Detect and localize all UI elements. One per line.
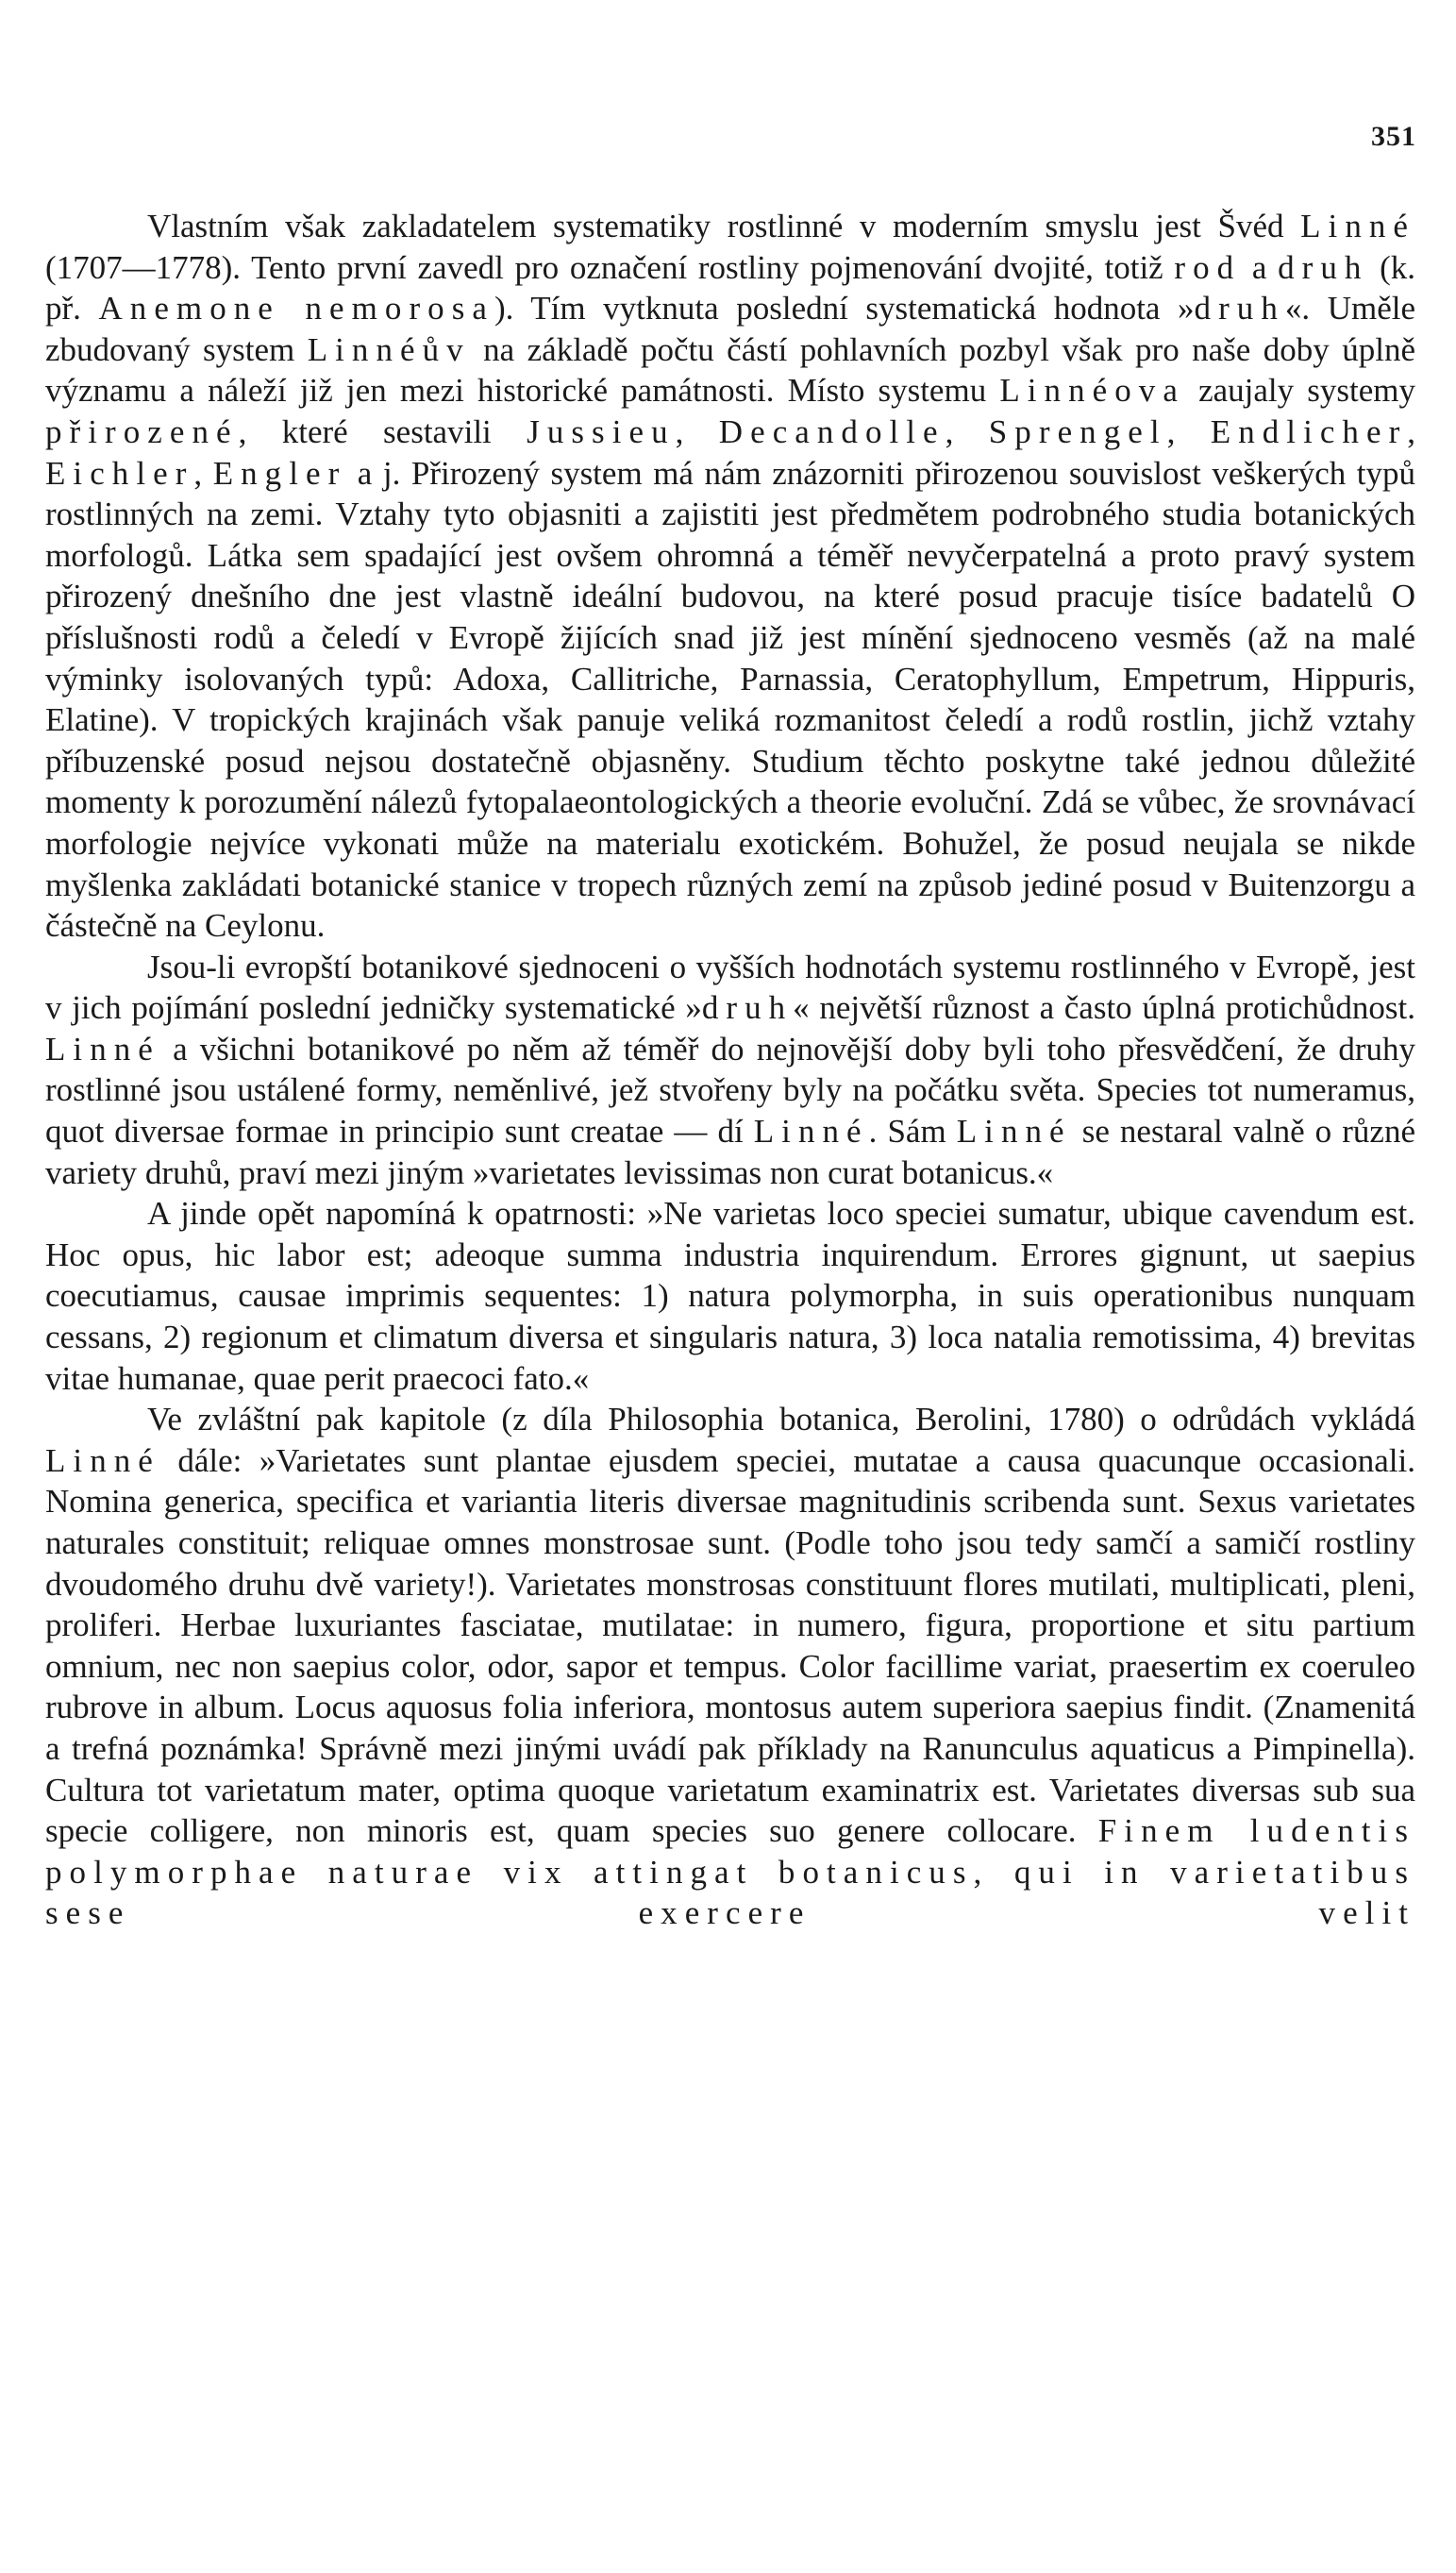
text-run: , [1166,412,1211,450]
spaced-term: rod [1174,248,1242,286]
text-run: , [1407,412,1416,450]
spaced-term: Jussieu [527,412,676,450]
spaced-term: druh [701,989,794,1027]
paragraph [45,206,1415,947]
paragraph [45,1193,1415,1399]
spaced-term: Linnéův [307,330,471,368]
spaced-term: Linnéova [999,372,1185,410]
spaced-term: Anemone nemorosa [98,290,494,328]
paragraph [45,1399,1415,1934]
text-run: na základě počtu částí pohlavních pozbyl však pro naše doby úplně významu a náleží již jen mezi historické památnosti. Místo systemu [45,330,1415,410]
text-run: (k. př. [45,248,1415,328]
spaced-term: Finem ludentis polymorphae naturae vix attingat botanicus, qui in varietatibus sese exercere velit [45,1812,1415,1932]
text-run: dále: »Varietates sunt plantae ejusdem speciei, mutatae a causa quacunque occasionali. Nomina generica, specifica et variantia literis diversae magnitudinis scribenda sunt. Sexus varietates naturales constituit; reliquae omnes monstrosae sunt. (Podle toho jsou tedy samčí a samičí rostliny dvoudomého druhu dvě variety!). Varietates monstrosas constituunt flores mutilati, multiplicati, pleni, proliferi. Herbae luxuriantes fasciatae, mutilatae: in numero, figura, proportione et situ partium omnium, nec non saepius color, odor, sapor et tempus. Color facillime variat, praesertim ex coeruleo rubrove in album. Locus aquosus folia inferiora, montosus autem superiora saepius findit. (Znamenitá a trefná poznámka! Správně mezi jinými uvádí pak příklady na Ranunculus aquaticus a Pimpinella). Cultura tot varietatum mater, optima quoque varietatum examinatrix est. Varietates diversas sub sua specie colligere, non minoris est, quam species suo genere collocare. [45,1441,1415,1850]
text-run: Vlastním však zakladatelem systematiky rostlinné v moderním smyslu jest Švéd [147,208,1301,244]
text-run: (1707—1778). Tento první zavedl pro označení rostliny pojmenování dvojité, totiž [45,248,1175,286]
text-run: , [193,454,213,492]
text-run: se nestaral valně o různé variety druhů, praví mezi jiným »varietates levissimas non curat botanicus.« [45,1113,1415,1191]
spaced-term: druh [1278,248,1369,286]
spaced-term: Eichler [45,454,194,492]
text-run: Jsou-li evropští botanikové sjednoceni o vyšších hodnotách systemu rostlinného v Evropě, jest v jich pojímání poslední jedničky systematické » [45,948,1415,1027]
spaced-term: Linné [956,1113,1072,1151]
text-run: ). Tím vytknuta poslední systematická hodnota » [494,290,1195,328]
text-run: , které sestavili [238,412,527,450]
text-run: «. Uměle zbudovaný system [45,290,1415,368]
page-number: 351 [1371,121,1416,152]
spaced-term: Decandolle [718,412,946,450]
spaced-term: Engler [212,454,347,492]
spaced-term: Linné [1300,208,1415,244]
text-run: A jinde opět napomíná k opatrnosti: »Ne varietas loco speciei sumatur, ubique cavendum est. Hoc opus, hic labor est; adeoque summa industria inquirendum. Errores gignunt, ut saepius coecutiamus, causae imprimis sequentes: 1) natura polymorpha, in suis operationibus nunquam cessans, 2) regionum et climatum diversa et singularis natura, 3) loca natalia remotissima, 4) brevitas vitae humanae, quae perit praecoci fato.« [45,1195,1415,1397]
text-run: , [675,412,719,450]
text-run: , [945,412,989,450]
spaced-term: Endlicher [1210,412,1408,450]
text-run: . Sám [868,1113,957,1151]
text-run: a j. Přirozený system má nám znázorniti přirozenou souvislost veškerých typů rostlinných na zemi. Vztahy tyto objasniti a zajistiti jest předmětem podrobného studia botanických morfologů. Látka sem spadající jest ovšem ohromná a téměř nevyčerpatelná a proto pravý system přirozený dnešního dne jest vlastně ideální budovou, na které posud pracuje tisíce badatelů O příslušnosti rodů a čeledí v Evropě žijících snad již jest mínění sjednoceno vesměs (až na malé výminky isolovaných typů: Adoxa, Callitriche, Parnassia, Ceratophyllum, Empetrum, Hippuris, Elatine). V tropických krajinách však panuje veliká rozmanitost čeledí a rodů rostlin, jichž vztahy příbuzenské posud nejsou dostatečně objasněny. Studium těchto poskytne také jednou důležité momenty k porozumění nálezů fytopalaeontologických a theorie evoluční. Zdá se vůbec, že srovnávací morfologie nejvíce vykonati může na materialu exotickém. Bohužel, že posud neujala se nikde myšlenka zakládati botanické stanice v tropech různých zemí na způsob jediné posud v Buitenzorgu a částečně na Ceylonu. [45,454,1416,945]
text-run: a [1241,248,1279,286]
text-run: a všichni botanikové po něm až téměř do nejnovější doby byli toho přesvědčení, že druhy rostlinné jsou ustálené formy, neměnlivé, jež stvořeny byly na počátku světa. Species tot numeramus, quot diversae formae in principio sunt creatae — dí [45,1030,1415,1151]
paragraph [45,947,1415,1194]
spaced-term: Linné [45,1441,160,1479]
text-run: « největší různost a často úplná protichůdnost. [793,989,1416,1027]
text-run: Ve zvláštní pak kapitole (z díla Philosophia botanica, Berolini, 1780) o odrůdách vykládá [147,1401,1415,1438]
spaced-term: druh [1194,290,1285,328]
spaced-term: přirozené [45,412,239,450]
spaced-term: Linné [45,1030,160,1068]
spaced-term: Sprengel [988,412,1167,450]
spaced-term: Linné [753,1113,869,1151]
text-run: zaujaly systemy [1184,372,1415,410]
body-text [45,206,1415,1934]
